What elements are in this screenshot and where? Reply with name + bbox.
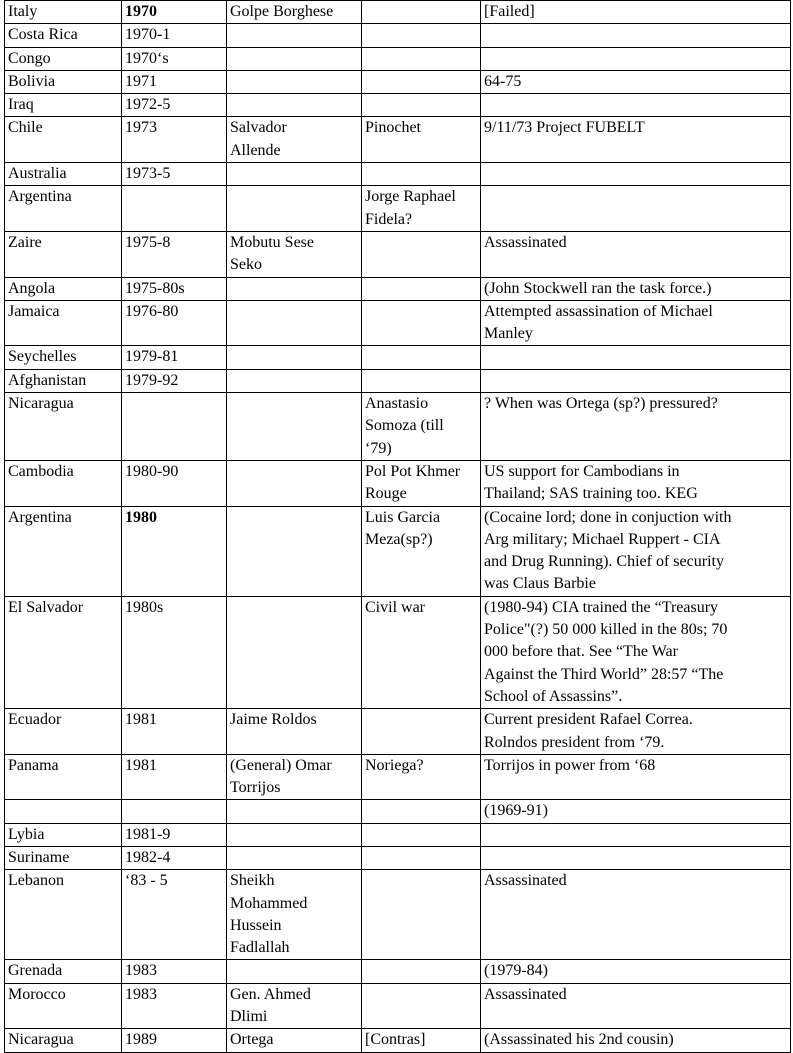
notes-cell bbox=[481, 47, 791, 70]
year-cell bbox=[122, 800, 227, 823]
year-cell: 1981 bbox=[122, 754, 227, 800]
year-cell: 1980 bbox=[122, 506, 227, 596]
country-cell: Chile bbox=[5, 117, 122, 163]
target-cell: Jaime Roldos bbox=[227, 709, 362, 755]
leader-cell bbox=[362, 24, 481, 47]
leader-cell bbox=[362, 346, 481, 369]
country-cell: Australia bbox=[5, 163, 122, 186]
notes-cell: (1980-94) CIA trained the “Treasury Police"(?) 50 000 killed in the 80s; 70 000 before that. See “The War Against the Third World” 28:57 “The School of Assassins”. bbox=[481, 596, 791, 708]
year-cell: 1973-5 bbox=[122, 163, 227, 186]
leader-cell bbox=[362, 800, 481, 823]
year-cell bbox=[122, 393, 227, 461]
leader-cell bbox=[362, 277, 481, 300]
leader-cell bbox=[362, 709, 481, 755]
leader-cell bbox=[362, 163, 481, 186]
notes-cell: (1969-91) bbox=[481, 800, 791, 823]
country-cell: Zaire bbox=[5, 231, 122, 277]
table-row bbox=[5, 277, 791, 300]
table-body bbox=[5, 1, 791, 1053]
target-cell bbox=[227, 300, 362, 346]
leader-cell bbox=[362, 960, 481, 983]
leader-cell bbox=[362, 47, 481, 70]
notes-cell: (John Stockwell ran the task force.) bbox=[481, 277, 791, 300]
notes-cell bbox=[481, 346, 791, 369]
target-cell bbox=[227, 346, 362, 369]
country-cell: Lybia bbox=[5, 823, 122, 846]
table-row bbox=[5, 754, 791, 800]
leader-cell bbox=[362, 231, 481, 277]
intervention-table bbox=[4, 0, 791, 1053]
country-cell bbox=[5, 800, 122, 823]
country-cell: Italy bbox=[5, 1, 122, 24]
year-cell: 1979-92 bbox=[122, 369, 227, 392]
target-cell: Mobutu Sese Seko bbox=[227, 231, 362, 277]
target-cell: Gen. Ahmed Dlimi bbox=[227, 983, 362, 1029]
year-cell: 1981-9 bbox=[122, 823, 227, 846]
target-cell bbox=[227, 800, 362, 823]
leader-cell bbox=[362, 369, 481, 392]
table-row bbox=[5, 960, 791, 983]
year-cell: 1970 bbox=[122, 1, 227, 24]
table-row bbox=[5, 369, 791, 392]
leader-cell bbox=[362, 823, 481, 846]
table-row bbox=[5, 846, 791, 869]
table-row bbox=[5, 393, 791, 461]
target-cell bbox=[227, 163, 362, 186]
country-cell: Seychelles bbox=[5, 346, 122, 369]
table-row bbox=[5, 983, 791, 1029]
year-cell: 1980-90 bbox=[122, 460, 227, 506]
country-cell: Bolivia bbox=[5, 70, 122, 93]
table-row bbox=[5, 800, 791, 823]
leader-cell: Anastasio Somoza (till ‘79) bbox=[362, 393, 481, 461]
target-cell bbox=[227, 186, 362, 232]
notes-cell: (1979-84) bbox=[481, 960, 791, 983]
notes-cell: US support for Cambodians in Thailand; SAS training too. KEG bbox=[481, 460, 791, 506]
table-row bbox=[5, 117, 791, 163]
country-cell: Cambodia bbox=[5, 460, 122, 506]
country-cell: Jamaica bbox=[5, 300, 122, 346]
year-cell: 1980s bbox=[122, 596, 227, 708]
table-row bbox=[5, 300, 791, 346]
target-cell bbox=[227, 596, 362, 708]
table-row bbox=[5, 231, 791, 277]
country-cell: Argentina bbox=[5, 186, 122, 232]
table-row bbox=[5, 47, 791, 70]
leader-cell: [Contras] bbox=[362, 1029, 481, 1052]
country-cell: Congo bbox=[5, 47, 122, 70]
year-cell: 1972-5 bbox=[122, 94, 227, 117]
table-row bbox=[5, 186, 791, 232]
leader-cell bbox=[362, 70, 481, 93]
notes-cell bbox=[481, 186, 791, 232]
target-cell bbox=[227, 460, 362, 506]
target-cell bbox=[227, 47, 362, 70]
country-cell: Angola bbox=[5, 277, 122, 300]
target-cell bbox=[227, 369, 362, 392]
year-cell: 1973 bbox=[122, 117, 227, 163]
country-cell: Lebanon bbox=[5, 870, 122, 960]
target-cell bbox=[227, 846, 362, 869]
year-cell: 1979-81 bbox=[122, 346, 227, 369]
country-cell: Costa Rica bbox=[5, 24, 122, 47]
notes-cell bbox=[481, 823, 791, 846]
year-cell: 1970‘s bbox=[122, 47, 227, 70]
year-cell: 1983 bbox=[122, 960, 227, 983]
target-cell bbox=[227, 277, 362, 300]
table-row bbox=[5, 709, 791, 755]
country-cell: Afghanistan bbox=[5, 369, 122, 392]
target-cell bbox=[227, 960, 362, 983]
target-cell: Golpe Borghese bbox=[227, 1, 362, 24]
year-cell: 1975-8 bbox=[122, 231, 227, 277]
target-cell bbox=[227, 506, 362, 596]
notes-cell: Assassinated bbox=[481, 870, 791, 960]
table-row bbox=[5, 460, 791, 506]
table-row bbox=[5, 24, 791, 47]
country-cell: Grenada bbox=[5, 960, 122, 983]
leader-cell: Pinochet bbox=[362, 117, 481, 163]
table-row bbox=[5, 94, 791, 117]
target-cell: Salvador Allende bbox=[227, 117, 362, 163]
year-cell: 1989 bbox=[122, 1029, 227, 1052]
country-cell: Suriname bbox=[5, 846, 122, 869]
year-cell: 1983 bbox=[122, 983, 227, 1029]
country-cell: Panama bbox=[5, 754, 122, 800]
table-row bbox=[5, 163, 791, 186]
target-cell: (General) Omar Torrijos bbox=[227, 754, 362, 800]
notes-cell bbox=[481, 24, 791, 47]
target-cell bbox=[227, 393, 362, 461]
table-row bbox=[5, 506, 791, 596]
target-cell: Sheikh Mohammed Hussein Fadlallah bbox=[227, 870, 362, 960]
table-row bbox=[5, 596, 791, 708]
leader-cell bbox=[362, 94, 481, 117]
target-cell bbox=[227, 70, 362, 93]
notes-cell: 9/11/73 Project FUBELT bbox=[481, 117, 791, 163]
leader-cell: Jorge Raphael Fidela? bbox=[362, 186, 481, 232]
year-cell: 1982-4 bbox=[122, 846, 227, 869]
year-cell: 1976-80 bbox=[122, 300, 227, 346]
notes-cell: Assassinated bbox=[481, 983, 791, 1029]
year-cell: ‘83 - 5 bbox=[122, 870, 227, 960]
notes-cell bbox=[481, 94, 791, 117]
country-cell: Iraq bbox=[5, 94, 122, 117]
target-cell bbox=[227, 94, 362, 117]
target-cell bbox=[227, 823, 362, 846]
country-cell: Ecuador bbox=[5, 709, 122, 755]
country-cell: Morocco bbox=[5, 983, 122, 1029]
table-row bbox=[5, 70, 791, 93]
leader-cell bbox=[362, 846, 481, 869]
year-cell bbox=[122, 186, 227, 232]
leader-cell: Luis Garcia Meza(sp?) bbox=[362, 506, 481, 596]
year-cell: 1975-80s bbox=[122, 277, 227, 300]
year-cell: 1981 bbox=[122, 709, 227, 755]
country-cell: Nicaragua bbox=[5, 1029, 122, 1052]
table-row bbox=[5, 1029, 791, 1052]
target-cell bbox=[227, 24, 362, 47]
notes-cell: (Cocaine lord; done in conjuction with Arg military; Michael Ruppert - CIA and Drug Running). Chief of security was Claus Barbie bbox=[481, 506, 791, 596]
leader-cell: Pol Pot Khmer Rouge bbox=[362, 460, 481, 506]
year-cell: 1970-1 bbox=[122, 24, 227, 47]
country-cell: El Salvador bbox=[5, 596, 122, 708]
year-cell: 1971 bbox=[122, 70, 227, 93]
leader-cell bbox=[362, 300, 481, 346]
notes-cell bbox=[481, 163, 791, 186]
notes-cell: Torrijos in power from ‘68 bbox=[481, 754, 791, 800]
notes-cell: Assassinated bbox=[481, 231, 791, 277]
table-row bbox=[5, 346, 791, 369]
notes-cell: ? When was Ortega (sp?) pressured? bbox=[481, 393, 791, 461]
notes-cell: 64-75 bbox=[481, 70, 791, 93]
notes-cell: (Assassinated his 2nd cousin) bbox=[481, 1029, 791, 1052]
country-cell: Nicaragua bbox=[5, 393, 122, 461]
target-cell: Ortega bbox=[227, 1029, 362, 1052]
leader-cell bbox=[362, 870, 481, 960]
notes-cell bbox=[481, 369, 791, 392]
notes-cell: Attempted assassination of Michael Manley bbox=[481, 300, 791, 346]
table-row bbox=[5, 823, 791, 846]
notes-cell: [Failed] bbox=[481, 1, 791, 24]
notes-cell bbox=[481, 846, 791, 869]
leader-cell: Noriega? bbox=[362, 754, 481, 800]
leader-cell bbox=[362, 983, 481, 1029]
leader-cell bbox=[362, 1, 481, 24]
table-row bbox=[5, 870, 791, 960]
notes-cell: Current president Rafael Correa. Rolndos president from ‘79. bbox=[481, 709, 791, 755]
table-row bbox=[5, 1, 791, 24]
country-cell: Argentina bbox=[5, 506, 122, 596]
leader-cell: Civil war bbox=[362, 596, 481, 708]
